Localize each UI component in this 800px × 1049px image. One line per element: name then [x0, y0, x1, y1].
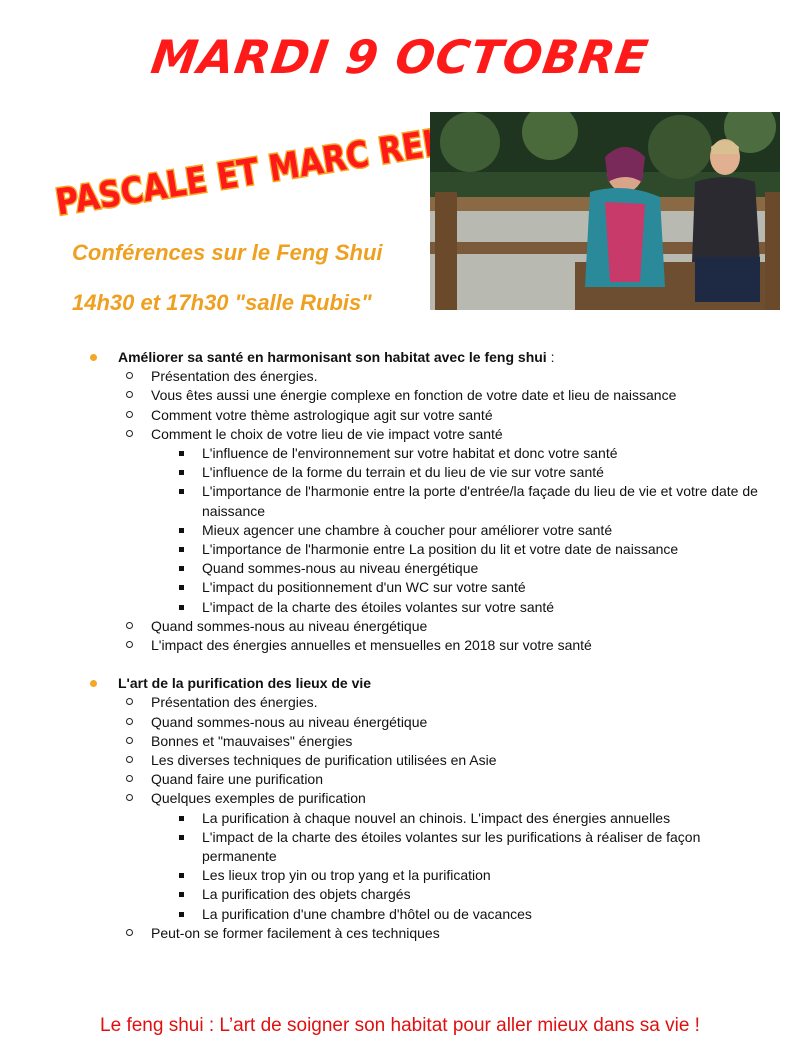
- list-item: Bonnes et "mauvaises" énergies: [90, 732, 770, 751]
- sub-list-item: La purification à chaque nouvel an chinois. L'impact des énergies annuelles: [90, 809, 770, 828]
- square-bullet-icon: [179, 470, 184, 475]
- circle-bullet-icon: [126, 622, 133, 629]
- list-item: Présentation des énergies.: [90, 367, 770, 386]
- speaker-names-banner: [48, 109, 529, 230]
- circle-bullet-icon: [126, 929, 133, 936]
- square-bullet-icon: [179, 816, 184, 821]
- list-item: Présentation des énergies.: [90, 693, 770, 712]
- circle-bullet-icon: [126, 391, 133, 398]
- list-item: Les diverses techniques de purification utilisées en Asie: [90, 751, 770, 770]
- list-item: Quelques exemples de purification: [90, 789, 770, 808]
- circle-bullet-icon: [126, 372, 133, 379]
- sub-list-item: La purification des objets chargés: [90, 885, 770, 904]
- square-bullet-icon: [179, 566, 184, 571]
- speakers-photo: [430, 112, 780, 310]
- square-bullet-icon: [179, 585, 184, 590]
- circle-bullet-icon: [126, 641, 133, 648]
- circle-bullet-icon: [126, 718, 133, 725]
- list-item: Peut-on se former facilement à ces techniques: [90, 924, 770, 943]
- square-bullet-icon: [179, 528, 184, 533]
- sub-list-item: L'influence de l'environnement sur votre habitat et donc votre santé: [90, 444, 770, 463]
- square-bullet-icon: [179, 489, 184, 494]
- sub-list-item: L'importance de l'harmonie entre La position du lit et votre date de naissance: [90, 540, 770, 559]
- bullet-icon: [90, 680, 97, 687]
- circle-bullet-icon: [126, 794, 133, 801]
- section-heading: [90, 348, 770, 367]
- list-item: L'impact des énergies annuelles et mensuelles en 2018 sur votre santé: [90, 636, 770, 655]
- circle-bullet-icon: [126, 411, 133, 418]
- list-item: Quand sommes-nous au niveau énergétique: [90, 617, 770, 636]
- list-item: Quand faire une purification: [90, 770, 770, 789]
- section-heading-text: Améliorer sa santé en harmonisant son habitat avec le feng shui: [118, 349, 547, 365]
- circle-bullet-icon: [126, 775, 133, 782]
- program-content: [90, 348, 770, 943]
- square-bullet-icon: [179, 547, 184, 552]
- square-bullet-icon: [179, 912, 184, 917]
- speaker-names: PASCALE ET MARC REIS: [52, 109, 529, 224]
- sub-list-item: L'importance de l'harmonie entre la porte d'entrée/la façade du lieu de vie et votre date de naissance: [90, 482, 770, 520]
- circle-bullet-icon: [126, 430, 133, 437]
- square-bullet-icon: [179, 892, 184, 897]
- sub-list-item: Quand sommes-nous au niveau énergétique: [90, 559, 770, 578]
- footer-tagline: Le feng shui : L’art de soigner son habitat pour aller mieux dans sa vie !: [100, 1015, 700, 1036]
- section-heading: [90, 674, 770, 693]
- circle-bullet-icon: [126, 737, 133, 744]
- list-item: Vous êtes aussi une énergie complexe en fonction de votre date et lieu de naissance: [90, 386, 770, 405]
- section-heading-suffix: :: [546, 349, 555, 365]
- subtitle-schedule: 14h30 et 17h30 "salle Rubis": [72, 290, 372, 315]
- section-heading-text: L'art de la purification des lieux de vie: [118, 675, 372, 692]
- square-bullet-icon: [179, 835, 184, 840]
- bullet-icon: [90, 354, 97, 361]
- sub-list-item: L'influence de la forme du terrain et du lieu de vie sur votre santé: [90, 463, 770, 482]
- subtitle-conferences: Conférences sur le Feng Shui: [72, 240, 383, 265]
- sub-list-item: Les lieux trop yin ou trop yang et la purification: [90, 866, 770, 885]
- list-item: Comment le choix de votre lieu de vie impact votre santé: [90, 425, 770, 444]
- square-bullet-icon: [179, 873, 184, 878]
- sub-list-item: Mieux agencer une chambre à coucher pour améliorer votre santé: [90, 521, 770, 540]
- sub-list-item: L'impact de la charte des étoiles volantes sur les purifications à réaliser de façon permanente: [90, 828, 770, 866]
- sub-list-item: L'impact de la charte des étoiles volantes sur votre santé: [90, 598, 770, 617]
- list-item: Quand sommes-nous au niveau énergétique: [90, 713, 770, 732]
- sub-list-item: L'impact du positionnement d'un WC sur votre santé: [90, 578, 770, 597]
- list-item: Comment votre thème astrologique agit sur votre santé: [90, 406, 770, 425]
- sub-list-item: La purification d'une chambre d'hôtel ou de vacances: [90, 905, 770, 924]
- circle-bullet-icon: [126, 698, 133, 705]
- square-bullet-icon: [179, 605, 184, 610]
- square-bullet-icon: [179, 451, 184, 456]
- page-title: MARDI 9 OCTOBRE: [148, 30, 652, 84]
- section-spacer: [90, 655, 770, 674]
- circle-bullet-icon: [126, 756, 133, 763]
